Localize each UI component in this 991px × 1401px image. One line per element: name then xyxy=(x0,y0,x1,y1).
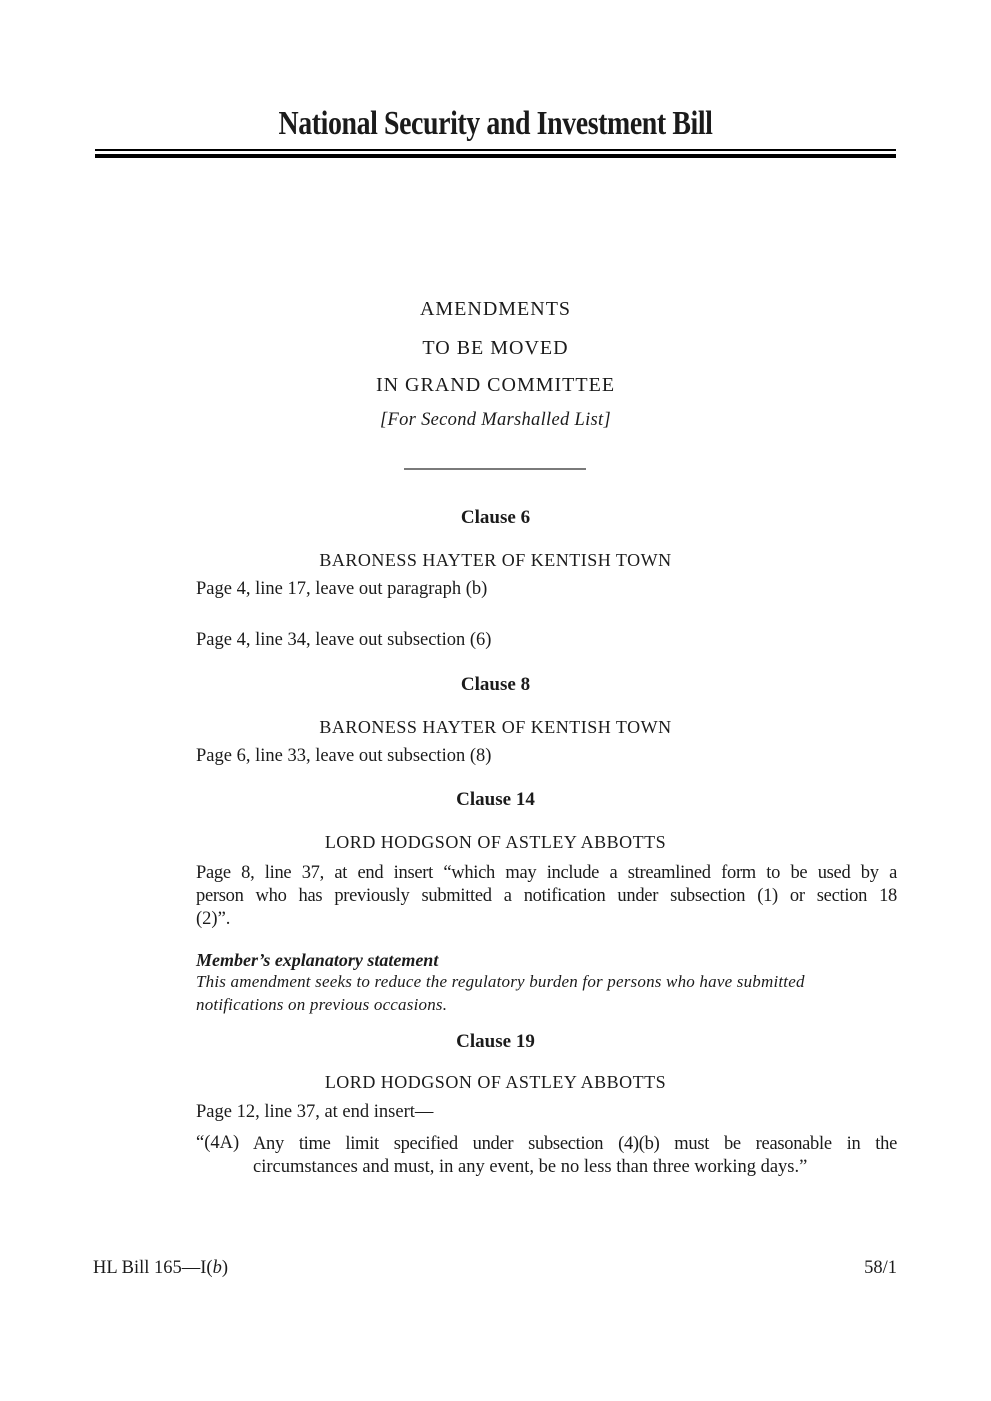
bill-reference-italic: b xyxy=(212,1258,222,1278)
clause-19-lead-in: Page 12, line 37, at end insert— xyxy=(196,1102,434,1122)
clause-14-sponsor: LORD HODGSON OF ASTLEY ABBOTTS xyxy=(324,832,667,852)
clause-19-heading: Clause 19 xyxy=(456,1031,535,1052)
divider-rule xyxy=(404,468,586,470)
subsection-text-line: Any time limit specified under subsection (4)(b) must be reasonable in the xyxy=(253,1134,897,1154)
explanatory-text-line: notifications on previous occasions. xyxy=(196,995,448,1014)
explanatory-statement-text xyxy=(196,970,897,1016)
clause-8-heading: Clause 8 xyxy=(460,674,531,695)
clause-8-amendment-1: Page 6, line 33, leave out subsection (8) xyxy=(196,746,492,766)
explanatory-text-line: This amendment seeks to reduce the regulatory burden for persons who have submitted xyxy=(196,972,805,991)
clause-8-sponsor: BARONESS HAYTER OF KENTISH TOWN xyxy=(319,717,672,737)
amendment-text-line: (2)”. xyxy=(196,909,231,929)
title-rule xyxy=(95,149,896,158)
amendment-text-line: Page 8, line 37, at end insert “which may include a streamlined form to be used by a xyxy=(196,863,897,883)
clause-14-heading: Clause 14 xyxy=(456,789,535,810)
sheet-number: 58/1 xyxy=(864,1258,897,1278)
clause-6-sponsor: BARONESS HAYTER OF KENTISH TOWN xyxy=(319,550,672,570)
subsection-text-line: circumstances and must, in any event, be no less than three working days.” xyxy=(253,1157,808,1177)
bill-reference xyxy=(93,1258,228,1280)
explanatory-statement-heading: Member’s explanatory statement xyxy=(196,950,439,970)
amendment-text-line: person who has previously submitted a notification under subsection (1) or section 18 xyxy=(196,886,897,906)
clause-14-amendment xyxy=(196,862,897,931)
masthead-amendments: AMENDMENTS xyxy=(419,298,572,320)
marshalled-list-note: [For Second Marshalled List] xyxy=(380,410,611,430)
clause-19-sponsor: LORD HODGSON OF ASTLEY ABBOTTS xyxy=(324,1072,667,1092)
masthead-in-grand-committee: IN GRAND COMMITTEE xyxy=(375,374,616,396)
bill-title: National Security and Investment Bill xyxy=(278,105,713,142)
bill-reference-suffix: ) xyxy=(221,1258,228,1278)
masthead-to-be-moved: TO BE MOVED xyxy=(422,337,569,359)
bill-reference-prefix: HL Bill 165—I( xyxy=(93,1258,213,1278)
clause-6-amendment-2: Page 4, line 34, leave out subsection (6) xyxy=(196,630,492,650)
subsection-4a-label: “(4A) xyxy=(196,1133,240,1153)
clause-6-heading: Clause 6 xyxy=(460,507,531,528)
clause-6-amendment-1: Page 4, line 17, leave out paragraph (b) xyxy=(196,579,488,599)
subsection-4a-text xyxy=(253,1133,897,1179)
